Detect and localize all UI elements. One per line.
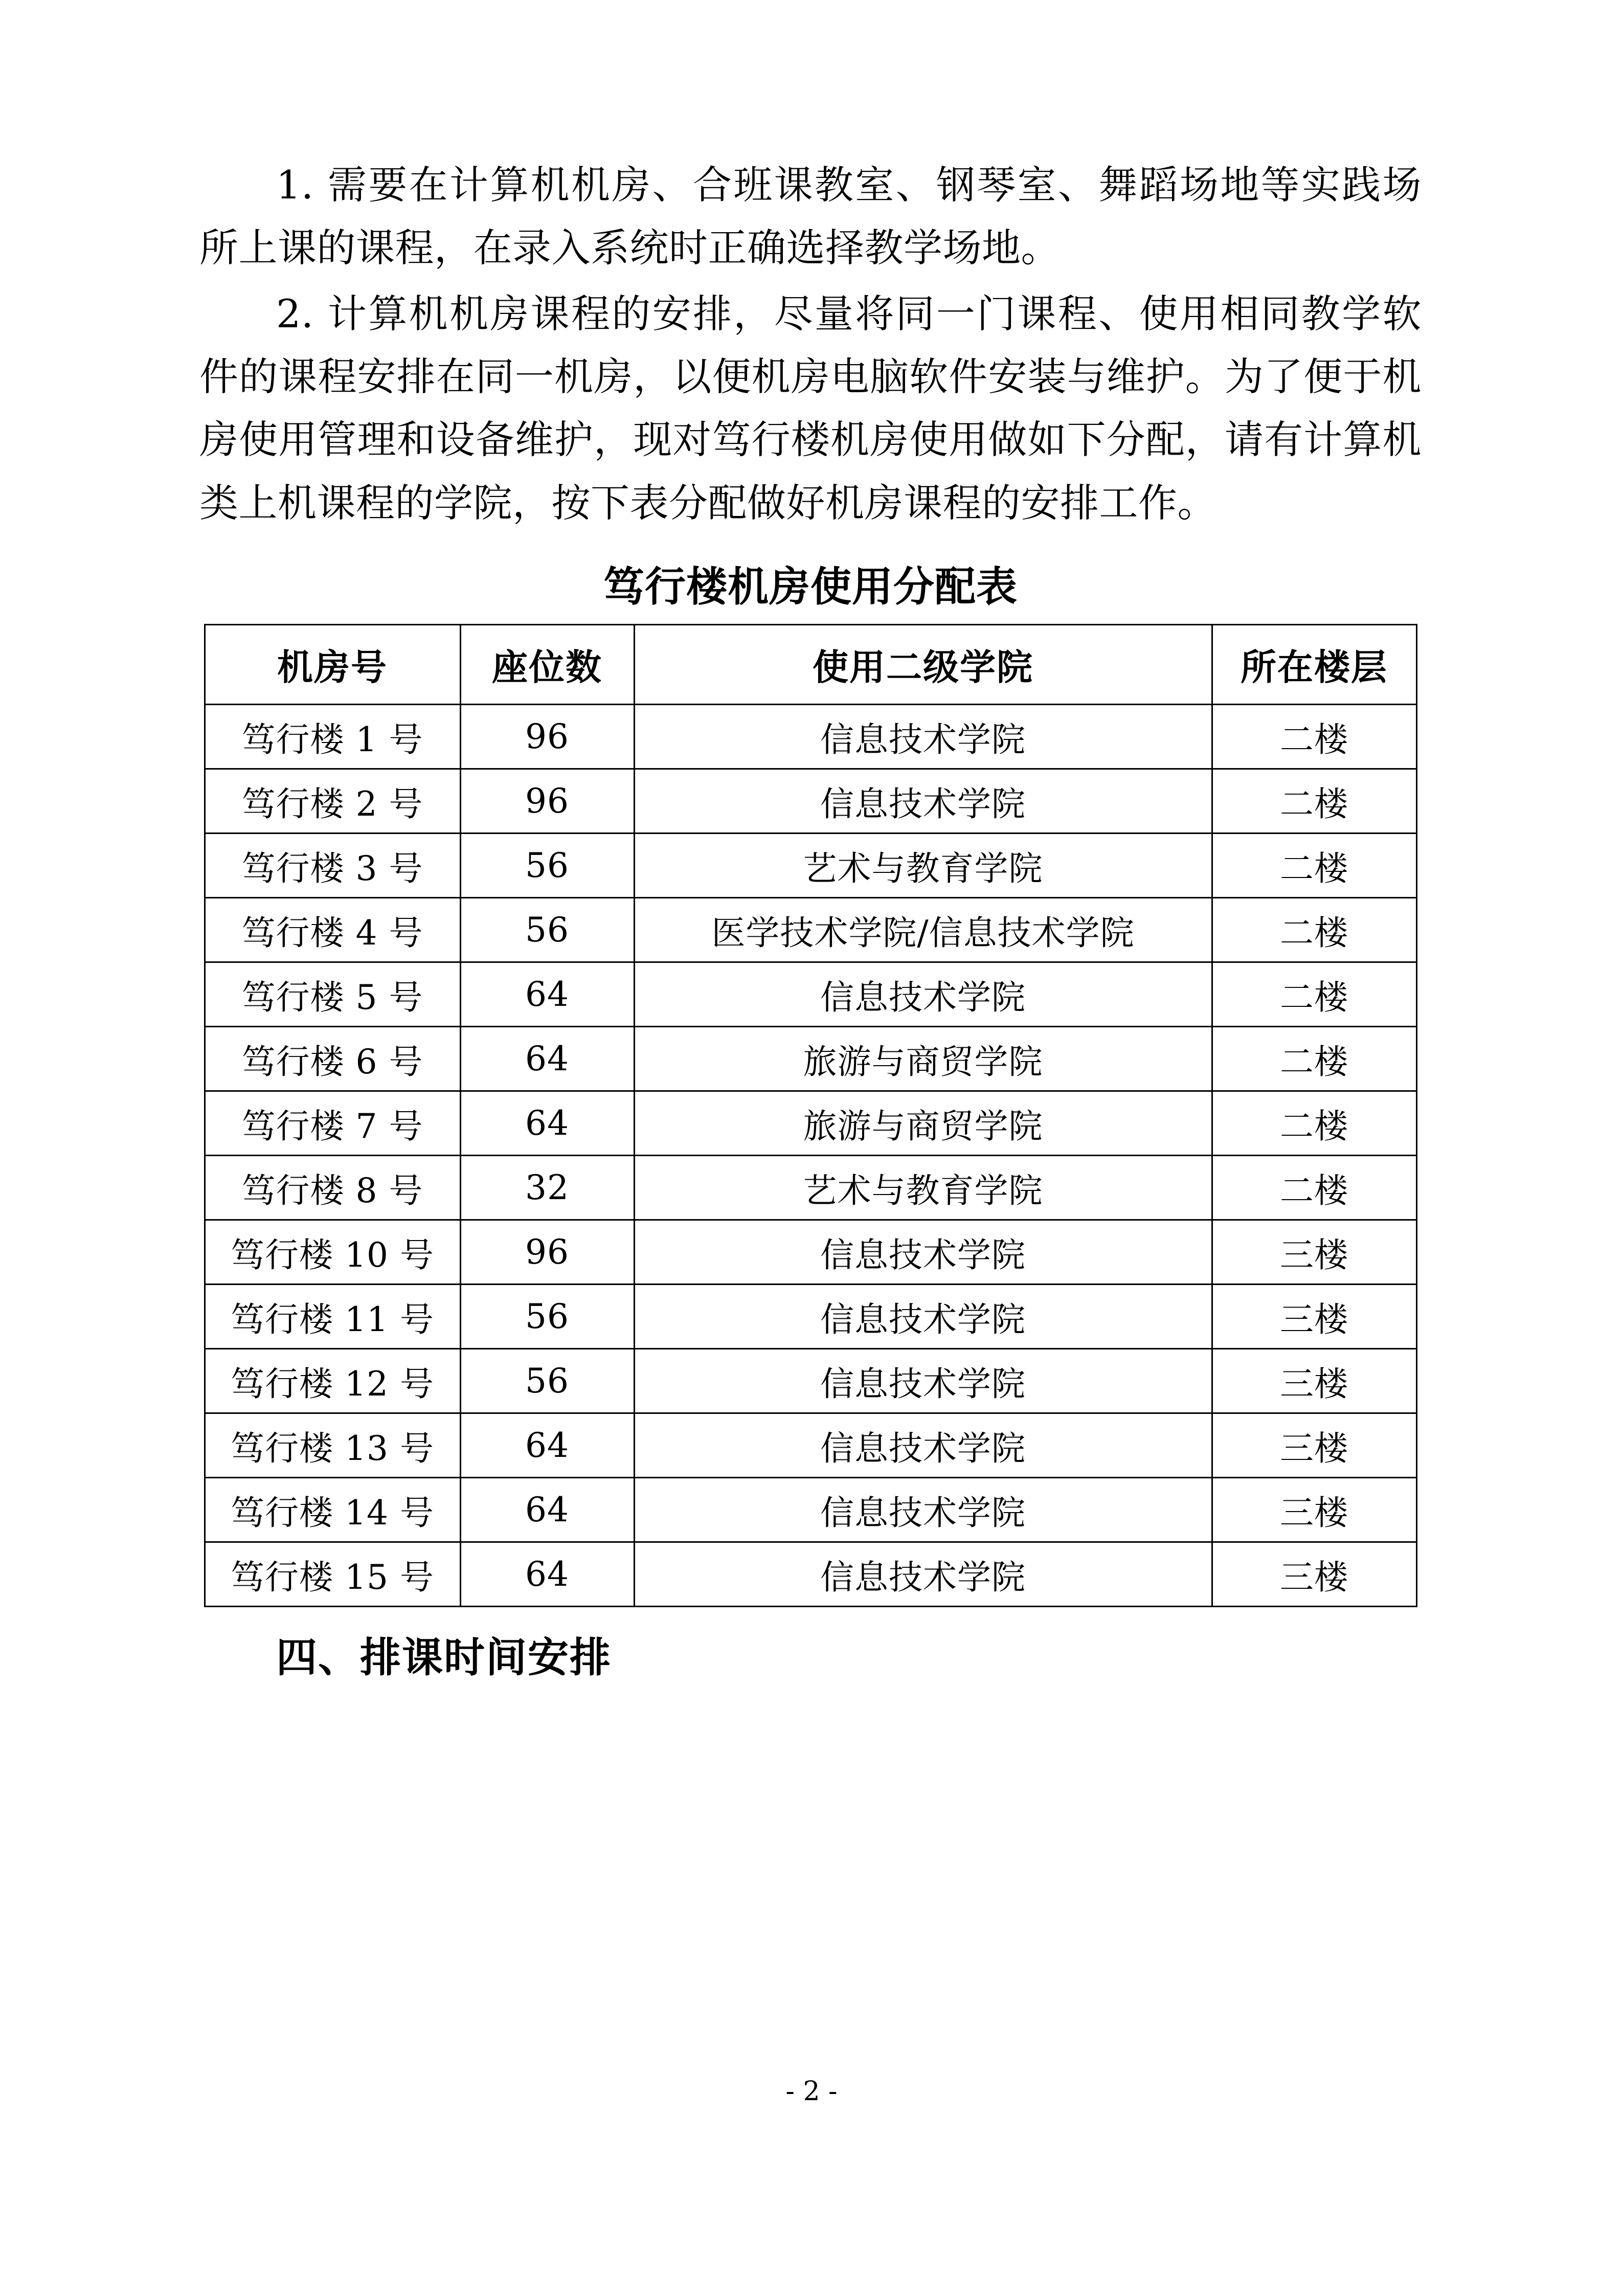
cell-seat-count: 56 (460, 897, 634, 962)
cell-room-number: 笃行楼 6 号 (205, 1026, 460, 1091)
table-row (205, 1477, 1416, 1542)
cell-seat-count: 32 (460, 1155, 634, 1220)
cell-college: 医学技术学院/信息技术学院 (634, 897, 1212, 962)
cell-college: 信息技术学院 (634, 1477, 1212, 1542)
table-row (205, 769, 1416, 833)
cell-seat-count: 64 (460, 1542, 634, 1606)
cell-room-number: 笃行楼 5 号 (205, 962, 460, 1026)
paragraph-2 (199, 282, 1422, 534)
table-row (205, 833, 1416, 897)
cell-college: 旅游与商贸学院 (634, 1026, 1212, 1091)
cell-room-number: 笃行楼 13 号 (205, 1413, 460, 1477)
cell-floor: 二楼 (1212, 769, 1416, 833)
cell-seat-count: 96 (460, 704, 634, 769)
cell-college: 旅游与商贸学院 (634, 1091, 1212, 1155)
cell-room-number: 笃行楼 12 号 (205, 1348, 460, 1413)
cell-floor: 二楼 (1212, 1155, 1416, 1220)
cell-college: 艺术与教育学院 (634, 833, 1212, 897)
section-heading: 四、排课时间安排 (276, 1633, 612, 1681)
cell-room-number: 笃行楼 3 号 (205, 833, 460, 897)
cell-college: 信息技术学院 (634, 704, 1212, 769)
column-header-floor: 所在楼层 (1212, 624, 1416, 704)
table-row (205, 1026, 1416, 1091)
cell-college: 信息技术学院 (634, 1348, 1212, 1413)
table-row (205, 962, 1416, 1026)
table-row (205, 1091, 1416, 1155)
cell-seat-count: 56 (460, 1284, 634, 1348)
cell-room-number: 笃行楼 7 号 (205, 1091, 460, 1155)
table-row (205, 897, 1416, 962)
cell-seat-count: 96 (460, 1220, 634, 1284)
computer-room-allocation-table (204, 624, 1417, 1607)
table-title: 笃行楼机房使用分配表 (603, 562, 1018, 611)
cell-floor: 三楼 (1212, 1284, 1416, 1348)
cell-seat-count: 64 (460, 1026, 634, 1091)
cell-college: 信息技术学院 (634, 1413, 1212, 1477)
cell-room-number: 笃行楼 10 号 (205, 1220, 460, 1284)
cell-floor: 三楼 (1212, 1542, 1416, 1606)
column-header-room-number: 机房号 (205, 624, 460, 704)
table-header-row (205, 624, 1416, 704)
cell-floor: 三楼 (1212, 1413, 1416, 1477)
table-row (205, 1542, 1416, 1606)
cell-room-number: 笃行楼 15 号 (205, 1542, 460, 1606)
table-row (205, 1220, 1416, 1284)
cell-floor: 二楼 (1212, 1026, 1416, 1091)
cell-seat-count: 96 (460, 769, 634, 833)
cell-room-number: 笃行楼 1 号 (205, 704, 460, 769)
page-content (199, 153, 1422, 1683)
page-number: - 2 - (785, 2076, 838, 2107)
table-row (205, 1348, 1416, 1413)
cell-room-number: 笃行楼 8 号 (205, 1155, 460, 1220)
table-row (205, 704, 1416, 769)
cell-college: 信息技术学院 (634, 1542, 1212, 1606)
cell-floor: 二楼 (1212, 1091, 1416, 1155)
cell-seat-count: 56 (460, 833, 634, 897)
paragraph-2-text: 2. 计算机机房课程的安排，尽量将同一门课程、使用相同教学软件的课程安排在同一机房，以便机房电脑软件安装与维护。为了便于机房使用管理和设备维护，现对笃行楼机房使用做如下分配，请有计算机类上机课程的学院，按下表分配做好机房课程的安排工作。 (199, 291, 1422, 526)
column-header-seat-count: 座位数 (460, 624, 634, 704)
cell-seat-count: 64 (460, 1477, 634, 1542)
cell-room-number: 笃行楼 4 号 (205, 897, 460, 962)
cell-seat-count: 64 (460, 1413, 634, 1477)
table-row (205, 1284, 1416, 1348)
cell-college: 信息技术学院 (634, 769, 1212, 833)
cell-room-number: 笃行楼 2 号 (205, 769, 460, 833)
column-header-college: 使用二级学院 (634, 624, 1212, 704)
cell-seat-count: 64 (460, 962, 634, 1026)
cell-floor: 三楼 (1212, 1348, 1416, 1413)
cell-college: 信息技术学院 (634, 1220, 1212, 1284)
cell-floor: 二楼 (1212, 897, 1416, 962)
cell-college: 信息技术学院 (634, 962, 1212, 1026)
cell-floor: 三楼 (1212, 1477, 1416, 1542)
cell-floor: 二楼 (1212, 833, 1416, 897)
cell-floor: 三楼 (1212, 1220, 1416, 1284)
cell-seat-count: 64 (460, 1091, 634, 1155)
cell-floor: 二楼 (1212, 962, 1416, 1026)
paragraph-1-text: 1. 需要在计算机机房、合班课教室、钢琴室、舞蹈场地等实践场所上课的课程，在录入系统时正确选择教学场地。 (199, 162, 1422, 271)
cell-room-number: 笃行楼 14 号 (205, 1477, 460, 1542)
table-row (205, 1413, 1416, 1477)
cell-college: 艺术与教育学院 (634, 1155, 1212, 1220)
paragraph-1 (199, 153, 1422, 279)
cell-seat-count: 56 (460, 1348, 634, 1413)
cell-college: 信息技术学院 (634, 1284, 1212, 1348)
table-row (205, 1155, 1416, 1220)
cell-room-number: 笃行楼 11 号 (205, 1284, 460, 1348)
cell-floor: 二楼 (1212, 704, 1416, 769)
